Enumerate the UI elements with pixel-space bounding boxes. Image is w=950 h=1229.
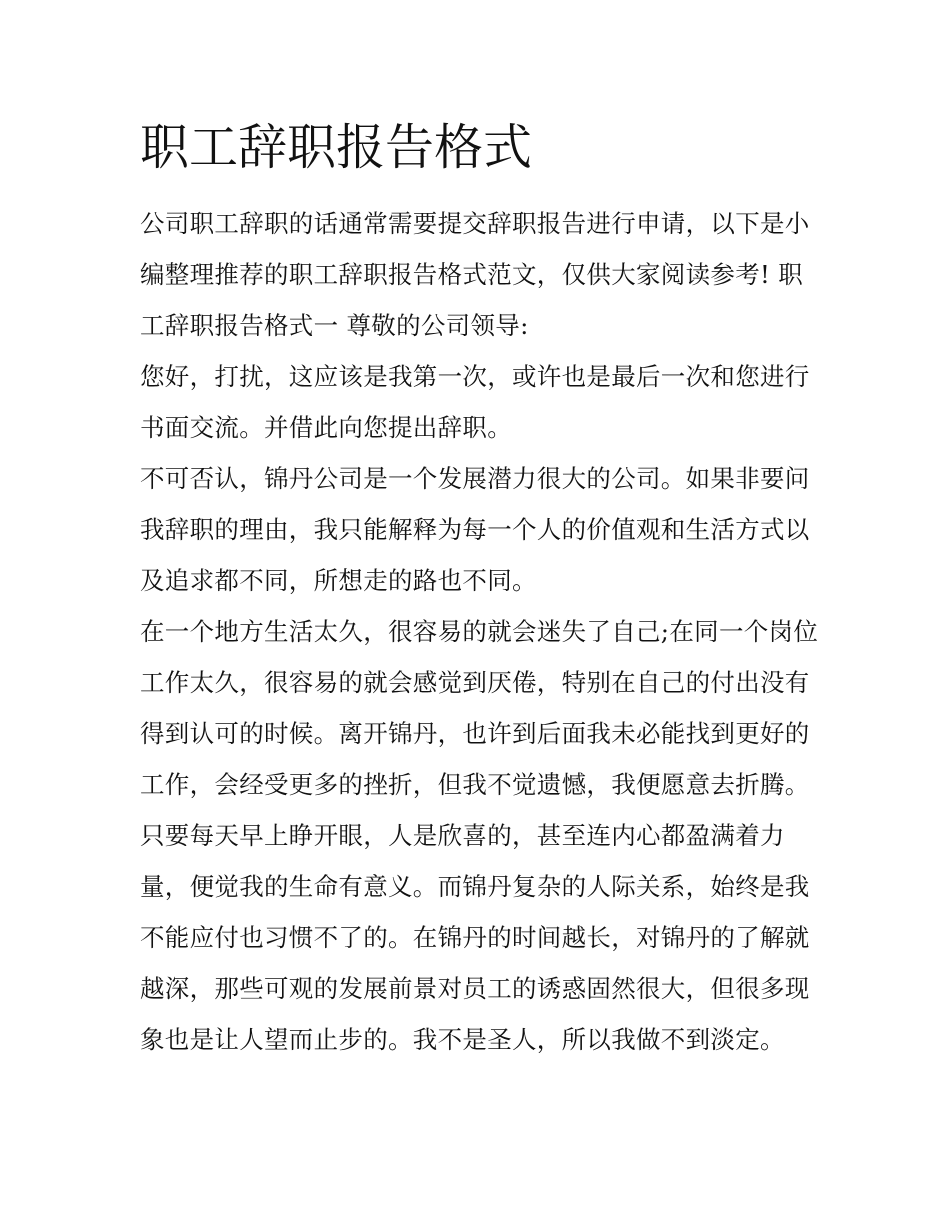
paragraph-greeting: 您好，打扰，这应该是我第一次，或许也是最后一次和您进行书面交流。并借此向您提出辞职。 xyxy=(140,362,810,442)
paragraph-conclusion: 只要每天早上睁开眼，人是欣喜的，甚至连内心都盈满着力量，便觉我的生命有意义。而锦丹复杂的人际关系，始终是我不能应付也习惯不了的。在锦丹的时间越长，对锦丹的了解就越深，那些可观的发展前景对员工的诱惑固然很大，但很多现象也是让人望而止步的。我不是圣人，所以我做不到淡定。 xyxy=(140,821,810,1054)
document-title: 职工辞职报告格式 xyxy=(140,119,533,176)
document-page xyxy=(140,112,820,1065)
paragraph-intro: 公司职工辞职的话通常需要提交辞职报告进行申请，以下是小编整理推荐的职工辞职报告格式范文，仅供大家阅读参考! 职工辞职报告格式一 尊敬的公司领导: xyxy=(140,209,810,340)
paragraph-reason: 不可否认，锦丹公司是一个发展潜力很大的公司。如果非要问我辞职的理由，我只能解释为每一个人的价值观和生活方式以及追求都不同，所想走的路也不同。 xyxy=(140,464,810,595)
document-body xyxy=(140,198,820,1065)
paragraph-reflection: 在一个地方生活太久，很容易的就会迷失了自己;在同一个岗位工作太久，很容易的就会感觉到厌倦，特别在自己的付出没有得到认可的时候。离开锦丹，也许到后面我未必能找到更好的工作，会经受更多的挫折，但我不觉遗憾，我便愿意去折腾。 xyxy=(140,617,819,799)
